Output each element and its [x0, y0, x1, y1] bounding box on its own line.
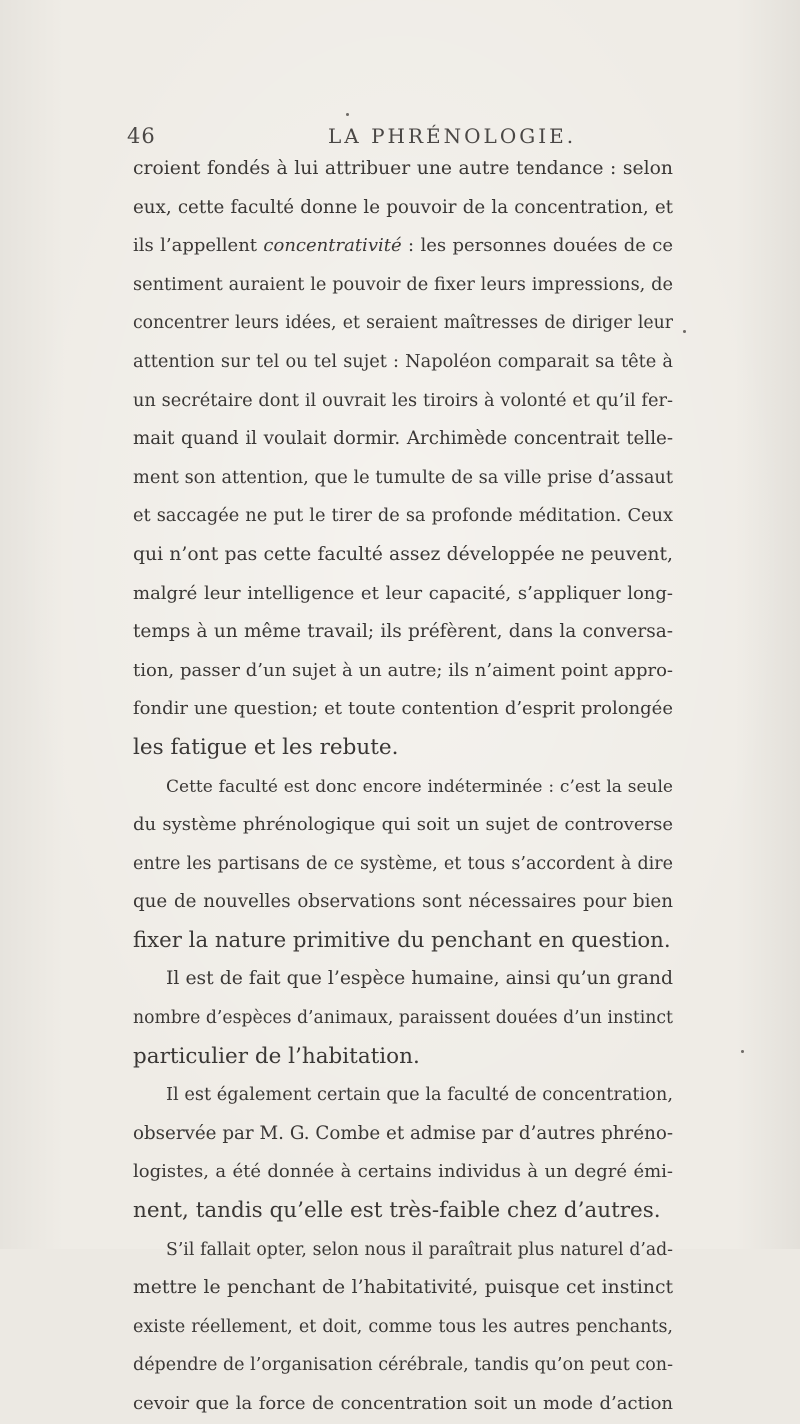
text-line: tion, passer d’un sujet à un autre; ils n’aiment point appro-: [133, 659, 673, 681]
text-line: cevoir que la force de concentration soit un mode d’action: [133, 1393, 673, 1414]
text-line: mait quand il voulait dormir. Archimède concentrait telle-: [133, 428, 673, 450]
text-line: dépendre de l’organisation cérébrale, tandis qu’on peut con-: [133, 1355, 673, 1376]
text-line: particulier de l’habitation.: [133, 1043, 420, 1069]
italic-term: concentrativité: [263, 235, 402, 257]
text-line: temps à un même travail; ils préfèrent, dans la conversa-: [133, 621, 673, 643]
text-line: malgré leur intelligence et leur capacité, s’appliquer long-: [133, 582, 673, 604]
ink-speck: [741, 1050, 744, 1053]
text-line: ment son attention, que le tumulte de sa ville prise d’assaut: [133, 467, 673, 488]
text-line: nent, tandis qu’elle est très-faible chez d’autres.: [133, 1198, 661, 1224]
body-text: [133, 150, 673, 1424]
text-line: concentrer leurs idées, et seraient maîtresses de diriger leur: [133, 313, 673, 334]
text-line: les fatigue et les rebute.: [133, 734, 399, 760]
text-line: entre les partisans de ce système, et tous s’accordent à dire: [133, 853, 673, 874]
text-line: observée par M. G. Combe et admise par d’autres phréno-: [133, 1122, 673, 1144]
page-number: 46: [127, 124, 156, 148]
ink-speck: [683, 330, 686, 333]
text-line: mettre le penchant de l’habitativité, puisque cet instinct: [133, 1277, 673, 1299]
text-line: fixer la nature primitive du penchant en question.: [133, 927, 671, 953]
running-title: LA PHRÉNOLOGIE.: [328, 124, 577, 148]
text-line: nombre d’espèces d’animaux, paraissent douées d’un instinct: [133, 1008, 673, 1029]
text-line: Il est également certain que la faculté de concentration,: [166, 1085, 673, 1106]
text-line: qui n’ont pas cette faculté assez développée ne peuvent,: [133, 543, 673, 565]
text-line: ils l’appellent concentrativité : les personnes douées de ce: [133, 235, 673, 257]
text-line: fondir une question; et toute contention d’esprit prolongée: [133, 698, 673, 720]
ink-speck: [346, 113, 349, 116]
text-line: sentiment auraient le pouvoir de fixer leurs impressions, de: [133, 274, 673, 295]
text-line: du système phrénologique qui soit un sujet de controverse: [133, 814, 673, 836]
text-line: existe réellement, et doit, comme tous les autres penchants,: [133, 1316, 673, 1337]
text-line: S’il fallait opter, selon nous il paraîtrait plus naturel d’ad-: [166, 1239, 673, 1260]
text-line: Il est de fait que l’espèce humaine, ainsi qu’un grand: [166, 968, 673, 990]
text-line: que de nouvelles observations sont nécessaires pour bien: [133, 891, 673, 913]
text-line: attention sur tel ou tel sujet : Napoléon comparait sa tête à: [133, 351, 673, 372]
text-line: eux, cette faculté donne le pouvoir de la concentration, et: [133, 196, 673, 218]
text-line: un secrétaire dont il ouvrait les tiroirs à volonté et qu’il fer-: [133, 390, 673, 411]
text-line: logistes, a été donnée à certains individus à un degré émi-: [133, 1161, 673, 1183]
text-line: Cette faculté est donc encore indéterminée : c’est la seule: [166, 776, 673, 797]
text-line: et saccagée ne put le tirer de sa profonde méditation. Ceux: [133, 506, 673, 527]
text-line: croient fondés à lui attribuer une autre tendance : selon: [133, 158, 673, 179]
